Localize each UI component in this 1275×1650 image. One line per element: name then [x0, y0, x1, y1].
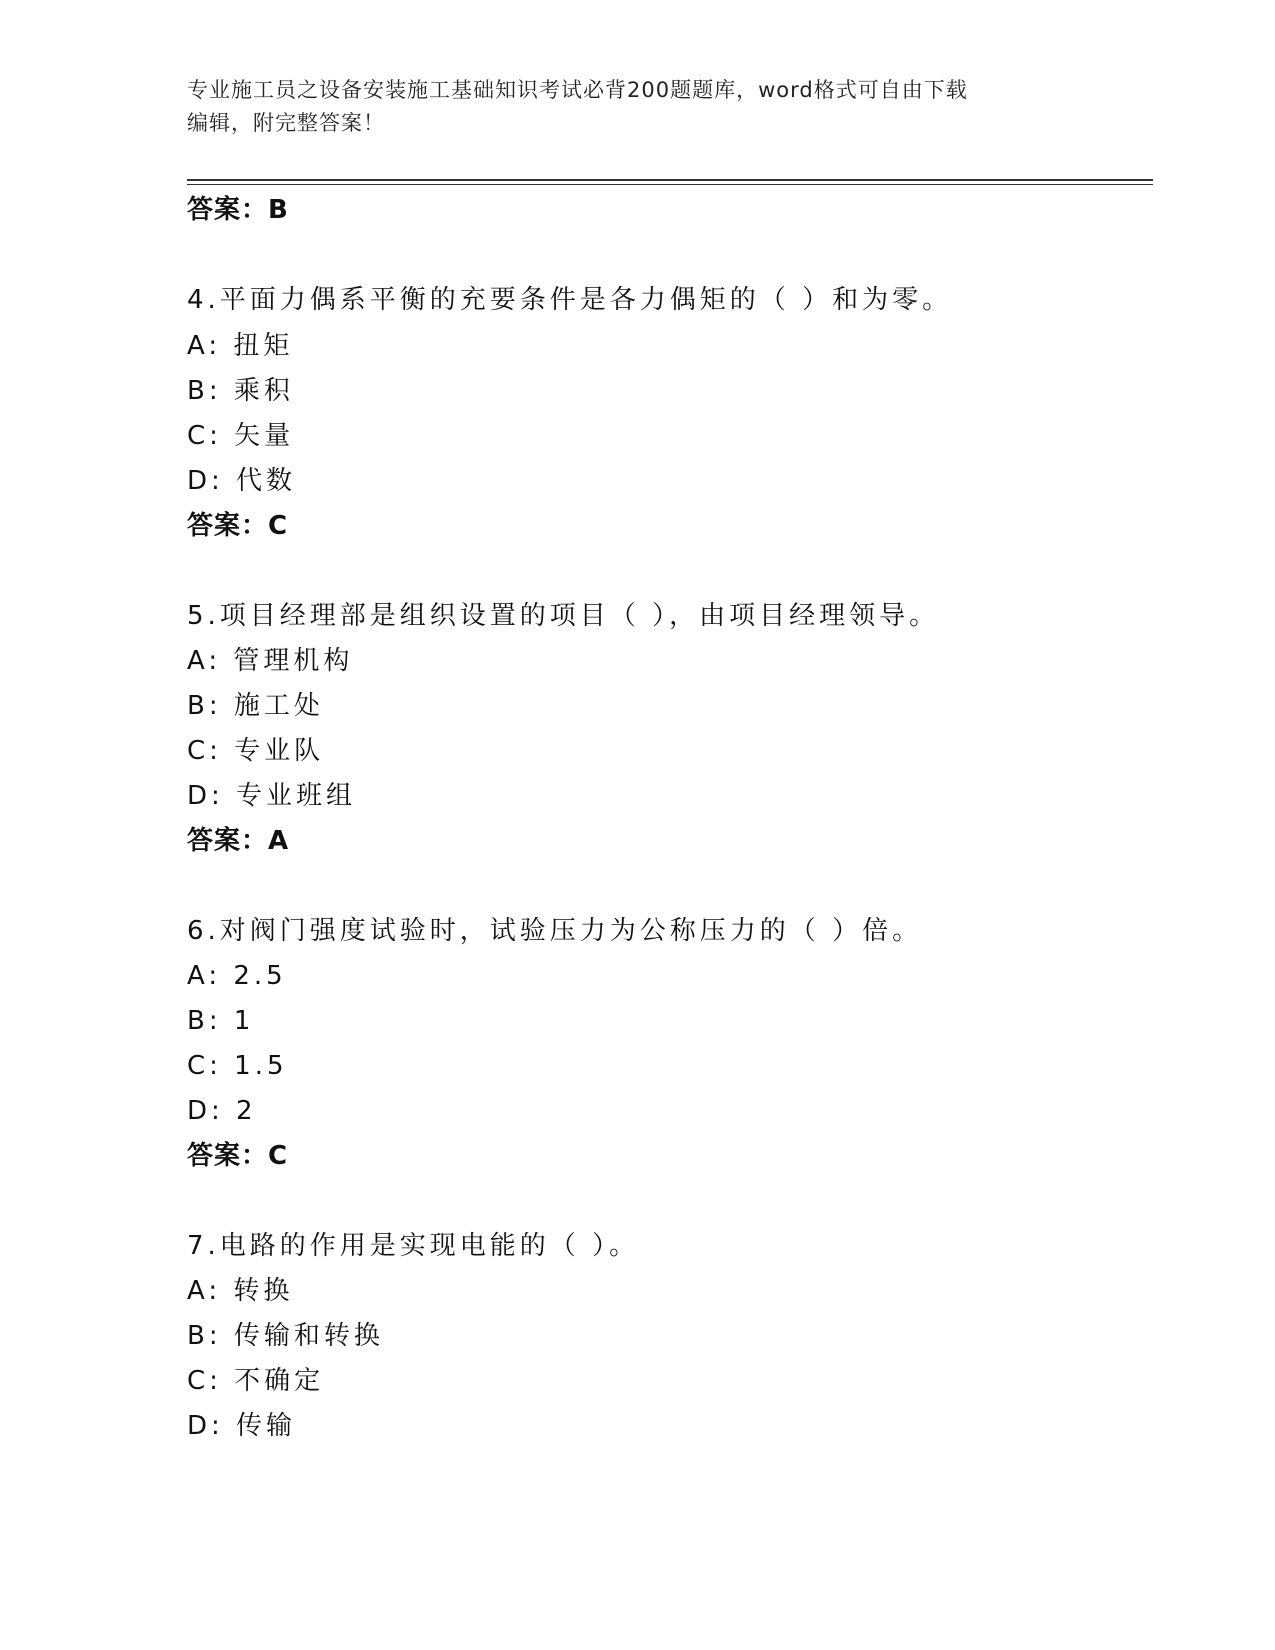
question-4-option-b: B: 乘积 [187, 376, 294, 406]
question-5-answer: 答案：A [187, 826, 290, 856]
question-5-option-a: A: 管理机构 [187, 646, 354, 676]
question-7-option-b: B: 传输和转换 [187, 1321, 384, 1351]
previous-answer: 答案：B [187, 195, 289, 225]
question-6-option-d: D: 2 [187, 1096, 257, 1126]
question-7-option-a: A: 转换 [187, 1276, 294, 1306]
question-4-option-a: A: 扭矩 [187, 331, 294, 361]
question-6-stem: 6.对阀门强度试验时，试验压力为公称压力的（ ）倍。 [187, 916, 923, 946]
question-7-option-c: C: 不确定 [187, 1366, 325, 1396]
header-line-2: 编辑，附完整答案！ [187, 111, 385, 135]
question-7-option-d: D: 传输 [187, 1411, 297, 1441]
question-5-option-c: C: 专业队 [187, 736, 325, 766]
header-line-1: 专业施工员之设备安装施工基础知识考试必背200题题库，word格式可自由下载 [187, 78, 968, 102]
question-4-option-c: C: 矢量 [187, 421, 295, 451]
question-5-option-d: D: 专业班组 [187, 781, 357, 811]
header-divider [187, 179, 1153, 181]
question-6-option-c: C: 1.5 [187, 1051, 288, 1081]
question-4-stem: 4.平面力偶系平衡的充要条件是各力偶矩的（ ）和为零。 [187, 285, 953, 315]
question-4-option-d: D: 代数 [187, 466, 297, 496]
document-header [187, 74, 1067, 140]
question-5-stem: 5.项目经理部是组织设置的项目（ ），由项目经理领导。 [187, 601, 940, 631]
question-6-option-b: B: 1 [187, 1006, 255, 1036]
question-6-answer: 答案：C [187, 1141, 289, 1171]
question-4-answer: 答案：C [187, 511, 289, 541]
header-divider-thin [187, 184, 1153, 185]
question-6-option-a: A: 2.5 [187, 961, 287, 991]
question-5-option-b: B: 施工处 [187, 691, 324, 721]
question-7-stem: 7.电路的作用是实现电能的（ ）。 [187, 1231, 640, 1261]
